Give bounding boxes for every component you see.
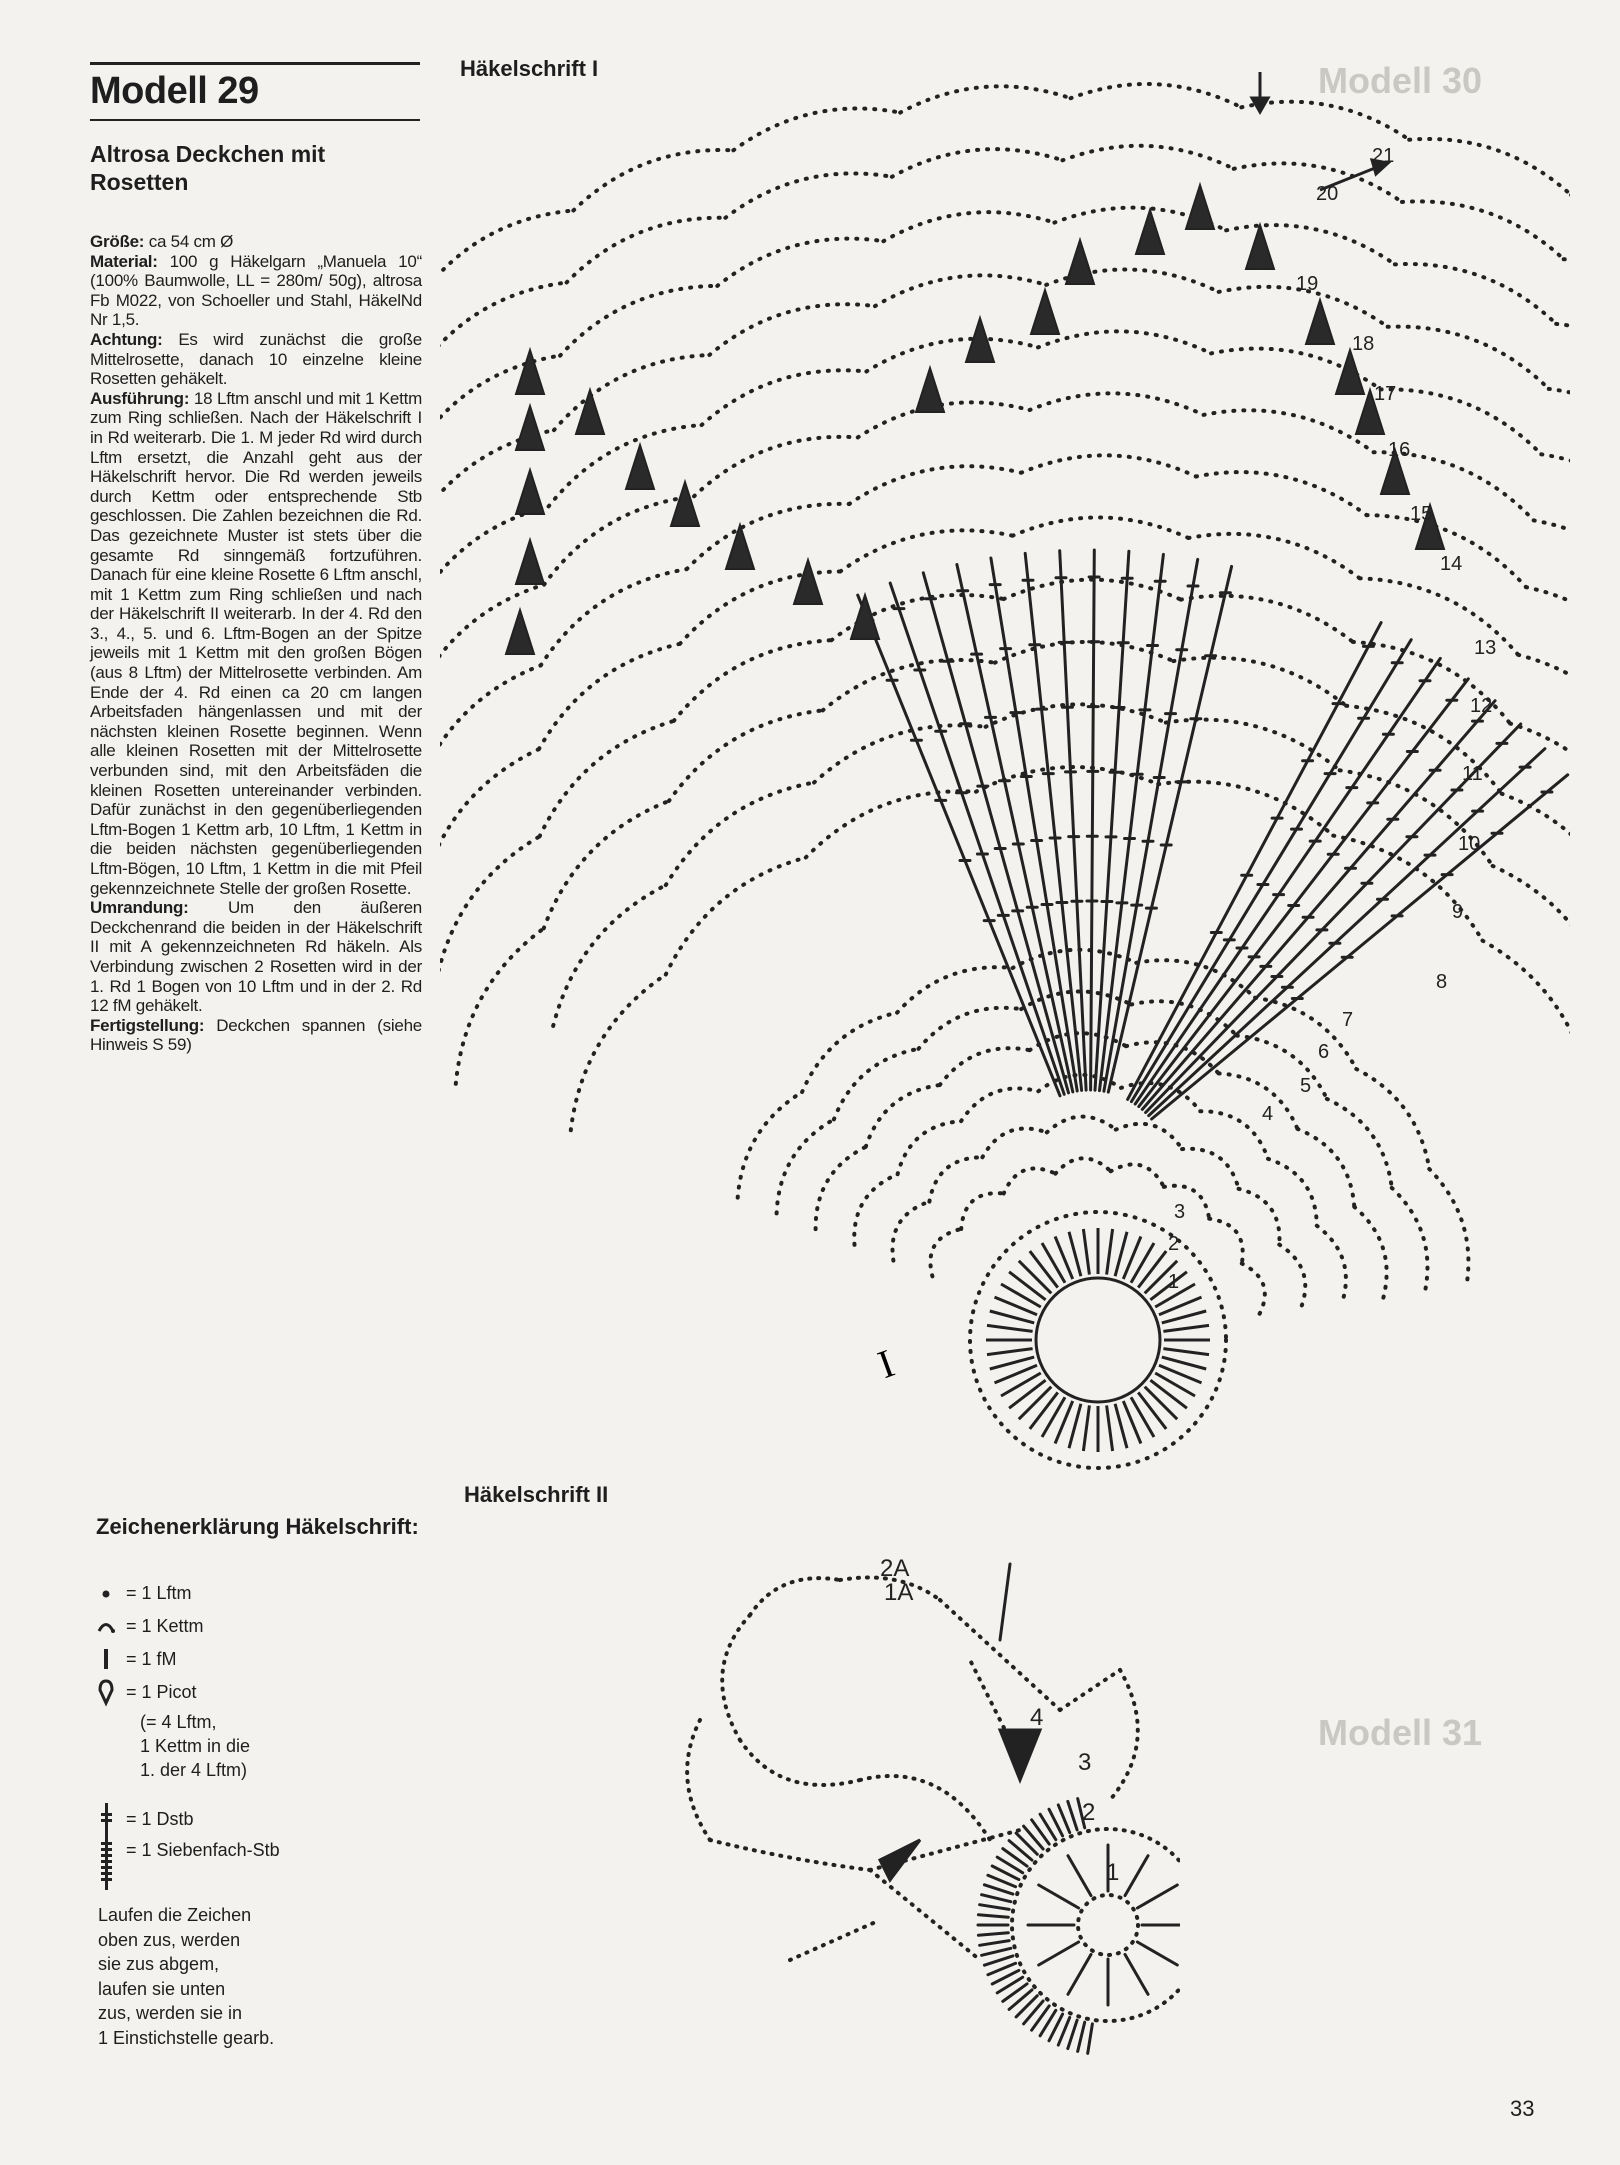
- chain-arch: [1013, 517, 1189, 538]
- chain-arch: [1402, 201, 1564, 259]
- bleed-model-31: Modell 31: [1318, 1712, 1483, 1753]
- chain-arch: [666, 858, 806, 975]
- chain-arch: [875, 275, 1046, 306]
- section-label: Fertigstellung:: [90, 1015, 205, 1035]
- sevenfold-treble-icon: [96, 1832, 126, 1892]
- treble-stitch: [923, 573, 1068, 1093]
- chain-line: [1110, 1670, 1138, 1800]
- chain-arch: [1541, 454, 1570, 546]
- footnote-line: zus, werden sie in: [98, 2003, 243, 2023]
- section-text: ca 54 cm Ø: [148, 232, 234, 251]
- ring-stitch: [1019, 1387, 1052, 1420]
- treble-stitch: [1131, 640, 1411, 1102]
- chain-arch: [1181, 596, 1353, 642]
- chain-arch: [702, 370, 867, 425]
- round-label: 4: [1030, 1704, 1044, 1731]
- slip-stitch-arc-icon: [96, 1610, 126, 1642]
- chain-arch: [840, 530, 1012, 571]
- legend-text: = 1 Dstb: [126, 1808, 194, 1829]
- chain-arch: [1395, 264, 1556, 324]
- chain-arch: [1327, 1099, 1392, 1188]
- ring-stitch: [1163, 1349, 1209, 1355]
- section-label: Material:: [90, 251, 158, 271]
- chain-arch: [883, 212, 1054, 241]
- chain-arch: [680, 572, 840, 644]
- chain-arch: [440, 665, 541, 789]
- chain-arch: [674, 640, 832, 721]
- cluster-fan: [671, 482, 699, 526]
- ring-stitch: [1138, 1392, 1166, 1429]
- legend-footnote: [98, 1903, 318, 2050]
- cluster-fan: [794, 560, 822, 604]
- treble-stitch: [1152, 775, 1568, 1119]
- rosette-treble: [1039, 1942, 1079, 1965]
- chain-arch: [738, 1092, 802, 1198]
- long-stitch: [1000, 1564, 1010, 1640]
- chain-arch: [541, 569, 687, 665]
- chain-arch: [1356, 1069, 1429, 1169]
- treble-stitch: [1100, 554, 1164, 1090]
- chain-arch: [919, 1008, 1022, 1049]
- chain-arch: [544, 801, 669, 928]
- chain-arch: [802, 1013, 897, 1092]
- chain-arch: [834, 1049, 919, 1120]
- ring-stitch: [1145, 1387, 1178, 1420]
- ring-stitch: [1069, 1404, 1081, 1448]
- ring-stitch: [1019, 1261, 1052, 1294]
- cluster-fan: [1306, 300, 1334, 344]
- chain-arch: [1388, 327, 1549, 389]
- ring-stitch: [1009, 1272, 1046, 1300]
- round-number: 12: [1470, 695, 1493, 717]
- chain-arch: [1237, 1036, 1330, 1099]
- chain-arch: [1182, 1149, 1239, 1189]
- cluster-fan: [1246, 225, 1274, 269]
- chain-arch: [1317, 1226, 1346, 1305]
- round-number: 10: [1458, 833, 1481, 855]
- legend-text: = 1 Lftm: [126, 1582, 192, 1603]
- round-label: 3: [1078, 1749, 1092, 1776]
- section-text: Es wird zunächst die große Mittelrosette, danach 10 einzelne kleine Rosetten gehäkelt.: [90, 329, 422, 389]
- round-label: 2A: [880, 1555, 910, 1582]
- chain-arch: [554, 355, 709, 430]
- chain-arch: [567, 218, 726, 283]
- chain-arch: [898, 1121, 962, 1174]
- chain-arch: [1502, 794, 1570, 919]
- ring-stitch: [1162, 1357, 1206, 1369]
- treble-stitch: [1108, 566, 1231, 1092]
- rosette-outer-stitch: [978, 1933, 1008, 1935]
- rosette-outer-stitch: [984, 1956, 1013, 1965]
- footnote-line: 1 Einstichstelle gearb.: [98, 2027, 275, 2048]
- chain-arch: [866, 1085, 940, 1147]
- cluster-fan: [1066, 240, 1094, 284]
- cluster-fan: [516, 350, 544, 394]
- round-number: 8: [1436, 971, 1448, 993]
- rosette-treble: [1137, 1885, 1177, 1908]
- chain-arch: [1021, 991, 1131, 1009]
- chain-arch: [440, 211, 573, 293]
- chain-arch: [456, 928, 544, 1083]
- treble-stitch: [858, 595, 1060, 1096]
- picot-loop-icon: [96, 1676, 126, 1708]
- chain-arch: [854, 1174, 897, 1245]
- rosette-outer-stitch: [980, 1941, 1010, 1946]
- chain-arch: [709, 304, 875, 355]
- chain-arch: [1209, 1219, 1243, 1264]
- ring-stitch: [987, 1325, 1033, 1331]
- rosette-treble: [1125, 1954, 1148, 1994]
- round-number: 21: [1372, 145, 1395, 167]
- chain-arch: [982, 1129, 1046, 1158]
- chain-arch: [1429, 1169, 1468, 1287]
- chain-arch: [1279, 1245, 1305, 1311]
- cluster-fan: [516, 540, 544, 584]
- chain-arch: [717, 239, 883, 286]
- chain-arch: [1004, 1168, 1056, 1193]
- chain-arch: [1268, 1159, 1317, 1226]
- chain-arch: [1298, 1129, 1355, 1207]
- chain-arch: [666, 783, 814, 886]
- chain-arch: [725, 173, 892, 217]
- rosette-outer-stitch: [984, 1885, 1013, 1894]
- ring-stitch: [987, 1349, 1033, 1355]
- center-ring: [970, 1212, 1226, 1468]
- ring-stitch: [1107, 1405, 1113, 1451]
- round-number: 19: [1296, 273, 1319, 295]
- section-attention: [90, 330, 422, 389]
- section-execution: [90, 389, 422, 898]
- footnote-line: oben zus, werden: [98, 1929, 241, 1950]
- cluster-fan: [1136, 210, 1164, 254]
- chain-line: [1060, 1670, 1120, 1710]
- rosette-outer-stitch: [1068, 1801, 1077, 1830]
- chain-arch: [1071, 84, 1242, 107]
- chain-line: [687, 1720, 710, 1840]
- bleed-model-30: Modell 30: [1318, 60, 1483, 101]
- picot-note-line: 1. der 4 Lftm): [140, 1760, 248, 1780]
- chart-two-heading: Häkelschrift II: [464, 1482, 609, 1507]
- chain-arch: [440, 356, 560, 449]
- round-label: 1A: [884, 1579, 914, 1606]
- chain-arch: [553, 885, 666, 1026]
- chain-arch: [1204, 410, 1374, 452]
- treble-stitch: [1139, 679, 1469, 1107]
- chain-arch: [1047, 1117, 1116, 1133]
- footnote-line: sie zus abgem,: [98, 1954, 220, 1974]
- cluster-fan: [916, 368, 944, 412]
- round-number: 14: [1440, 553, 1463, 575]
- crochet-chart-two: [640, 1540, 1180, 2070]
- chain-arch: [1534, 520, 1570, 617]
- chain-arch: [1564, 259, 1570, 339]
- ring-stitch: [1150, 1380, 1187, 1408]
- treble-stitch: [1091, 550, 1095, 1090]
- legend-text: = 1 Kettm: [126, 1615, 204, 1636]
- ring-stitch: [1030, 1251, 1058, 1288]
- chain-arch: [1392, 1188, 1428, 1293]
- cluster-fan: [576, 390, 604, 434]
- chain-arch: [929, 1157, 982, 1201]
- section-size: [90, 232, 422, 252]
- chain-line: [740, 1740, 860, 1785]
- chain-arch: [1354, 1207, 1386, 1299]
- picot-note-line: (= 4 Lftm,: [140, 1712, 217, 1732]
- chain-arch: [900, 86, 1070, 112]
- legend-item-chain: [96, 1580, 192, 1606]
- chain-arch: [733, 108, 900, 150]
- page-title: Modell 29: [90, 62, 420, 121]
- round-number: 18: [1352, 333, 1375, 355]
- chain-line: [870, 1870, 980, 1960]
- section-text: 18 Lftm anschl und mit 1 Kettm zum Ring schließen. Nach der Häkelschrift I in Rd weiterarb. Die 1. M jeder Rd wird durch Lftm ersetzt, die Anzahl geht aus der Häkelschrift hervor. Die Rd werden jeweils durch Kettm oder entsprechende Stb geschlossen. Die Zahlen bezeichnen die Rd. Das gezeichnete Muster ist stets über die gesamte Rd sinngemäß fortzuführen. Danach für eine kleine Rosette 6 Lftm anschl, mit 1 Kettm zum Ring schließen und nach der Häkelschrift II weiterarb. In der 4. Rd den 3., 4., 5. und 6. Lftm-Bogen an der Spitze jeweils mit 1 Kettm mit den großen Bögen (aus 8 Lftm) der Mittelrosette verbinden. Am Ende der 4. Rd einen ca 20 cm langen Arbeitsfaden hängenlassen und mit der nächsten kleinen Rosette beginnen. Wenn alle kleinen Rosetten mit der Mittelrosette verbunden sind, mit den Arbeitsfäden die kleinen Rosetten untereinander verbinden. Dafür zunächst in den gegenüberliegenden Lftm-Bogen 1 Kettm arb, 10 Lftm, 1 Kettm in die beiden nächsten gegenüberliegenden Lftm-Bögen, 10 Lftm, 1 Kettm in die mit Pfeil gekennzeichnete Stelle der großen Rosette.: [90, 388, 422, 898]
- chain-arch: [544, 496, 694, 584]
- round-number: 7: [1342, 1009, 1354, 1031]
- chain-arch: [893, 1202, 930, 1261]
- chain-arch: [694, 437, 858, 496]
- chain-arch: [897, 967, 1013, 1012]
- section-border: [90, 898, 422, 1016]
- round-number: 20: [1316, 183, 1339, 205]
- rosette-outer-stitch: [1088, 2024, 1093, 2054]
- chain-arch: [1518, 655, 1570, 764]
- chart-one-heading: Häkelschrift I: [460, 56, 599, 81]
- chain-arch: [1189, 534, 1360, 578]
- chain-arch: [1166, 720, 1340, 771]
- ring-inner: [1036, 1278, 1160, 1402]
- legend-item-picot: [96, 1679, 197, 1705]
- cluster-fan: [1186, 185, 1214, 229]
- start-arrow-icon: [1252, 72, 1388, 190]
- rosette-outer-stitch: [980, 1905, 1010, 1910]
- ring-stitch: [990, 1311, 1034, 1323]
- round-number: 5: [1300, 1075, 1312, 1097]
- chain-arch: [930, 1229, 961, 1276]
- cluster-fan: [516, 406, 544, 450]
- chain-arch: [1158, 782, 1333, 836]
- rosette-outer-stitch: [978, 1915, 1008, 1917]
- section-text: 100 g Häkelgarn „Manuela 10“ (100% Baumwolle, LL = 280m/ 50g), altrosa Fb M022, von Schoeller und Stahl, HäkelNd Nr 1,5.: [90, 251, 422, 330]
- round-number: 13: [1474, 637, 1497, 659]
- chain-arch: [1493, 866, 1570, 1001]
- cluster-fan: [851, 595, 879, 639]
- chain-arch: [940, 1048, 1030, 1085]
- crochet-chart-one: [440, 50, 1570, 1480]
- ring-stitch: [1030, 1392, 1058, 1429]
- treble-stitch: [1149, 749, 1545, 1116]
- chain-arch: [573, 150, 733, 210]
- chain-arch: [1030, 393, 1204, 415]
- cluster-fan: [506, 610, 534, 654]
- ring-stitch: [1163, 1325, 1209, 1331]
- chain-arch: [1549, 389, 1570, 476]
- chain-line: [860, 1776, 990, 1840]
- section-label: Größe:: [90, 232, 145, 251]
- chain-arch: [571, 975, 666, 1131]
- round-number: 1: [1168, 1271, 1180, 1293]
- section-label: Achtung:: [90, 329, 163, 349]
- chain-line: [750, 1578, 840, 1615]
- rosette-outer-stitch: [982, 1895, 1011, 1902]
- legend-title: Zeichenerklärung Häkelschrift:: [96, 1514, 419, 1539]
- cluster-fan: [1000, 1730, 1040, 1780]
- chain-line: [722, 1615, 750, 1740]
- chain-arch: [892, 149, 1063, 177]
- small-rosette: [687, 1564, 1180, 2053]
- ring-stitch: [1069, 1232, 1081, 1276]
- chain-arch: [1055, 1158, 1110, 1173]
- chain-arch: [866, 339, 1038, 372]
- legend-item-double-treble: [96, 1802, 194, 1836]
- cluster-fan: [1336, 350, 1364, 394]
- legend-text: = 1 Picot: [126, 1681, 197, 1702]
- rosette-treble: [1068, 1856, 1091, 1896]
- chain-arch: [1111, 1164, 1164, 1186]
- round-number: 3: [1174, 1201, 1186, 1223]
- treble-stitch: [1104, 559, 1198, 1091]
- ring-stitch: [1162, 1311, 1206, 1323]
- chain-arch: [687, 504, 849, 569]
- legend-item-sevenfold-treble: [96, 1832, 280, 1892]
- legend-item-slip-stitch: [96, 1613, 204, 1639]
- chain-arch: [858, 402, 1030, 437]
- chain-arch: [549, 425, 702, 506]
- chain-arch: [1239, 1189, 1280, 1245]
- ring-stitch: [1083, 1405, 1089, 1451]
- chain-arch: [986, 704, 1166, 726]
- round-number: 16: [1388, 439, 1411, 461]
- page-number: 33: [1510, 2096, 1535, 2121]
- chain-arch: [1556, 324, 1570, 408]
- chain-arch: [814, 725, 986, 782]
- section-text: Deckchen spannen (siehe Hinweis S 59): [90, 1015, 422, 1055]
- chain-arch: [1367, 515, 1526, 587]
- mesh-arches: [440, 84, 1570, 1316]
- round-number: 2: [1168, 1233, 1180, 1255]
- chain-arch: [961, 1193, 1004, 1229]
- article-subtitle: Altrosa Deckchen mit Rosetten: [90, 141, 326, 195]
- legend-text: = 1 Siebenfach-Stb: [126, 1840, 280, 1860]
- chain-arch: [1021, 455, 1196, 476]
- ring-stitch: [1138, 1251, 1166, 1288]
- rosette-treble: [1039, 1885, 1079, 1908]
- section-finishing: [90, 1016, 422, 1055]
- chain-arch: [1126, 1042, 1219, 1073]
- instruction-text: [90, 232, 422, 1055]
- round-number: 6: [1318, 1041, 1330, 1063]
- section-label: Ausführung:: [90, 388, 190, 408]
- round-label: 1: [1106, 1859, 1120, 1886]
- chart-one-roman-numeral: I: [872, 1340, 900, 1388]
- chain-arch: [1038, 331, 1211, 353]
- picot-note-line: 1 Kettm in die: [140, 1736, 251, 1756]
- chain-arch: [1164, 1186, 1209, 1219]
- cluster-fan: [516, 470, 544, 514]
- chain-arch: [1242, 1264, 1265, 1317]
- rosette-treble: [1068, 1954, 1091, 1994]
- section-material: [90, 252, 422, 330]
- chain-arch: [1241, 102, 1409, 140]
- chain-arch: [1526, 587, 1570, 690]
- chain-arch: [540, 721, 674, 837]
- chain-line: [790, 1920, 880, 1960]
- chain-arch: [440, 283, 567, 370]
- section-label: Umrandung:: [90, 898, 189, 918]
- chain-dot-icon: [96, 1577, 126, 1609]
- rosette-treble: [1125, 1856, 1148, 1896]
- ring-stitch: [1115, 1232, 1127, 1276]
- ring-stitch: [990, 1357, 1034, 1369]
- chain-arch: [1116, 1124, 1182, 1149]
- chain-line: [940, 1600, 1060, 1710]
- footnote-line: laufen sie unten: [98, 1978, 226, 1999]
- chain-arch: [440, 749, 539, 882]
- rosette-start-ring: [1078, 1895, 1138, 1955]
- cluster-fan: [1031, 290, 1059, 334]
- rosette-treble: [1137, 1942, 1177, 1965]
- chain-arch: [1196, 472, 1367, 515]
- treble-stitch: [1095, 551, 1129, 1090]
- cluster-fan: [626, 445, 654, 489]
- chain-arch: [1409, 139, 1570, 195]
- round-number: 9: [1452, 901, 1464, 923]
- ring-stitch: [1115, 1404, 1127, 1448]
- chain-line: [710, 1840, 870, 1870]
- round-label: 2: [1082, 1799, 1096, 1826]
- chain-arch: [1219, 1073, 1298, 1129]
- section-text: Um den äußeren Deckchenrand die beiden in der Häkelschrift II mit A gekennzeichneten Rd häkeln. Als Verbindung zwischen 2 Rosetten wird in der 1. Rd 1 Bogen von 10 Lftm und in der 2. Rd 12 fM gehäkelt.: [90, 898, 422, 1016]
- round-number: 15: [1410, 503, 1433, 525]
- round-number: 17: [1374, 383, 1397, 405]
- chain-arch: [1063, 146, 1234, 169]
- legend-item-single-crochet: [96, 1646, 177, 1672]
- ring-stitch: [1107, 1229, 1113, 1275]
- legend-text: = 1 fM: [126, 1648, 177, 1669]
- chain-arch: [560, 286, 717, 356]
- rosette-outer-stitch: [1068, 2020, 1077, 2049]
- chain-arch: [1483, 941, 1571, 1088]
- round-number: 4: [1262, 1103, 1274, 1125]
- chain-arch: [539, 644, 680, 749]
- rosette-outer-stitch: [1078, 2022, 1085, 2051]
- chain-arch: [777, 1119, 834, 1213]
- chain-arch: [961, 1088, 1038, 1121]
- chain-arch: [849, 466, 1021, 504]
- ring-stitch: [1009, 1380, 1046, 1408]
- treble-stitch: [1135, 658, 1440, 1104]
- chain-arch: [440, 836, 540, 980]
- cluster-fan: [726, 525, 754, 569]
- rosette-outer-stitch: [982, 1948, 1011, 1955]
- chain-arch: [823, 660, 995, 710]
- ring-stitch: [1083, 1229, 1089, 1275]
- single-crochet-bar-icon: [96, 1643, 126, 1675]
- footnote-line: Laufen die Zeichen: [98, 1905, 252, 1925]
- picot-note: [140, 1710, 250, 1782]
- round-number: 11: [1462, 763, 1483, 785]
